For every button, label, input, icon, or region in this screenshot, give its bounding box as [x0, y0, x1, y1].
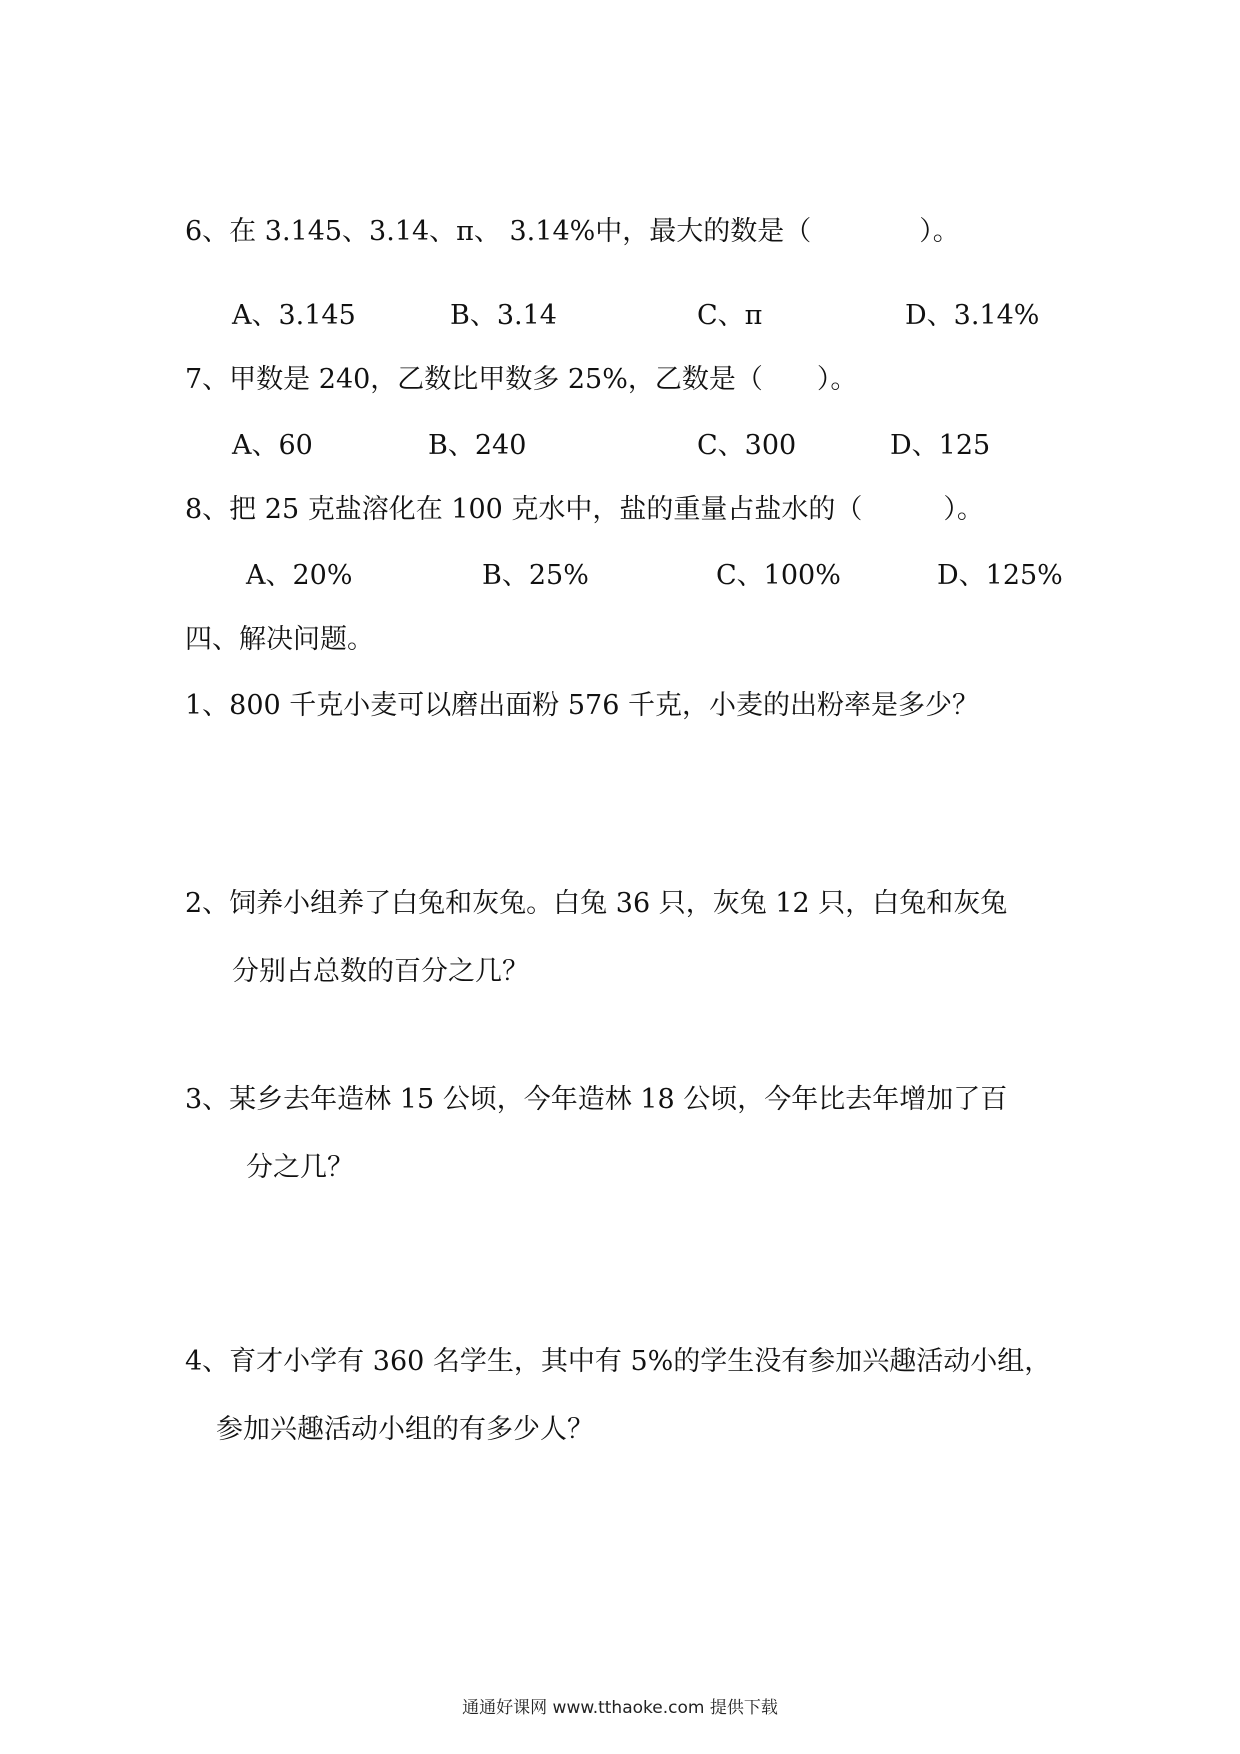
question-8-option-b: B、25% — [482, 560, 589, 591]
question-7-stem: 7、甲数是 240，乙数比甲数多 25%，乙数是（ ）。 — [185, 364, 858, 395]
question-6-stem: 6、在 3.145、3.14、π、 3.14%中，最大的数是（ ）。 — [185, 216, 960, 247]
question-8-option-a: A、20% — [246, 560, 353, 591]
problem-2-text: 2、饲养小组养了白兔和灰兔。白兔 36 只，灰兔 12 只，白兔和灰兔 — [185, 888, 1008, 919]
problem-2-text-continued: 分别占总数的百分之几？ — [232, 956, 529, 987]
question-6-option-b: B、3.14 — [450, 300, 557, 331]
question-6-option-a: A、3.145 — [232, 300, 356, 331]
question-6-option-d: D、3.14% — [905, 300, 1040, 331]
question-7-option-b: B、240 — [428, 430, 527, 461]
section-four-heading: 四、解决问题。 — [185, 624, 374, 655]
question-6-option-c: C、π — [697, 300, 763, 331]
question-7-option-d: D、125 — [890, 430, 991, 461]
problem-1-text: 1、800 千克小麦可以磨出面粉 576 千克，小麦的出粉率是多少？ — [185, 690, 979, 721]
question-7-option-a: A、60 — [232, 430, 313, 461]
question-7-option-c: C、300 — [697, 430, 797, 461]
problem-3-text-continued: 分之几？ — [246, 1152, 354, 1183]
problem-3-text: 3、某乡去年造林 15 公顷，今年造林 18 公顷，今年比去年增加了百 — [185, 1084, 1008, 1115]
question-8-option-d: D、125% — [937, 560, 1063, 591]
page-footer: 通通好课网 www.tthaoke.com 提供下载 — [462, 1698, 778, 1718]
question-8-stem: 8、把 25 克盐溶化在 100 克水中，盐的重量占盐水的（ ）。 — [185, 494, 984, 525]
problem-4-text: 4、育才小学有 360 名学生，其中有 5%的学生没有参加兴趣活动小组， — [185, 1346, 1052, 1377]
question-8-option-c: C、100% — [716, 560, 841, 591]
problem-4-text-continued: 参加兴趣活动小组的有多少人？ — [216, 1414, 594, 1445]
